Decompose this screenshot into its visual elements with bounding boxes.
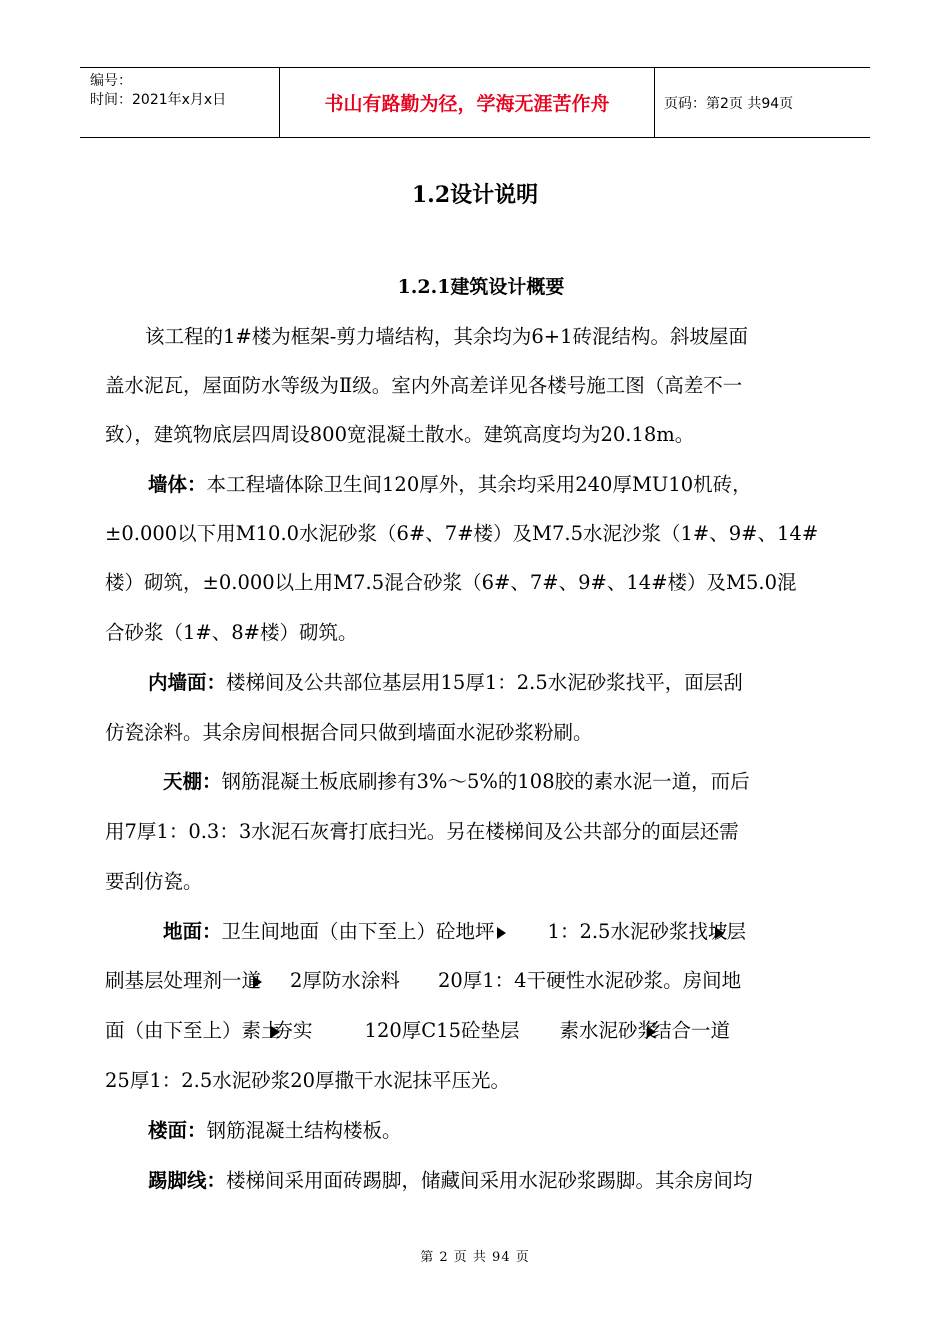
wall-line3: 楼）砌筑，±0.000以上用M7.5混合砂浆（6#、7#、9#、14#楼）及M5.0混 [105, 571, 797, 594]
inner-wall-line2: 仿瓷涂料。其余房间根据合同只做到墙面水泥砂浆粉刷。 [105, 721, 593, 744]
header-page-info: 页码：第2页 共94页 [664, 95, 794, 112]
wall-line2: ±0.000以下用M10.0水泥砂浆（6#、7#楼）及M7.5水泥沙浆（1#、9#、14# [105, 522, 819, 545]
inner-wall-label: 内墙面： [148, 671, 227, 694]
inner-wall-line1 [148, 670, 850, 696]
ground-line2 [105, 968, 850, 994]
page-footer: 第 2 页 共 94 页 [420, 1250, 530, 1265]
ceiling-text1: 钢筋混凝土板底刷掺有3%～5%的108胶的素水泥一道，而后 [221, 770, 750, 793]
para1-line3: 致），建筑物底层四周设800宽混凝土散水。建筑高度均为20.18m。 [105, 423, 695, 446]
subsection-title: 1.2.1建筑设计概要 [397, 276, 565, 298]
skirting-line [148, 1168, 850, 1194]
ground-line3 [105, 1018, 850, 1044]
inner-wall-text1: 楼梯间及公共部位基层用15厚1：2.5水泥砂浆找平，面层刮 [226, 671, 743, 694]
para1-line1: 该工程的1#楼为框架-剪力墙结构，其余均为6+1砖混结构。斜坡屋面 [145, 325, 748, 348]
skirting-label: 踢脚线： [148, 1169, 227, 1192]
document-header [80, 67, 870, 138]
arrow-icon [253, 976, 262, 988]
ground-text1a: 卫生间地面（由下至上）砼地坪 [221, 920, 495, 943]
ground-line1 [163, 919, 850, 945]
ground-text3b: 夯实 [273, 1019, 313, 1042]
ground-label: 地面： [163, 920, 222, 943]
ground-text2a: 刷基层处理剂一道 [105, 969, 262, 992]
ceiling-line1 [163, 769, 850, 795]
ceiling-label: 天棚： [163, 770, 222, 793]
wall-label: 墙体： [148, 473, 207, 496]
skirting-text: 楼梯间采用面砖踢脚，储藏间采用水泥砂浆踢脚。其余房间均 [226, 1169, 753, 1192]
ground-text2c: 20厚1：4干硬性水泥砂浆。房间地 [437, 969, 742, 992]
header-meta-cell [80, 68, 280, 137]
wall-line4: 合砂浆（1#、8#楼）砌筑。 [105, 621, 358, 644]
ground-text1b: 1：2.5水泥砂浆找坡 [547, 920, 728, 943]
header-motto: 书山有路勤为径，学海无涯苦作舟 [280, 68, 655, 137]
section-title: 1.2设计说明 [411, 182, 539, 208]
ceiling-line3: 要刮仿瓷。 [105, 870, 203, 893]
ceiling-line2: 用7厚1：0.3：3水泥石灰膏打底扫光。另在楼梯间及公共部分的面层还需 [105, 820, 739, 843]
ground-text3a: 面（由下至上）素土 [105, 1019, 281, 1042]
floor-label: 楼面： [148, 1119, 207, 1142]
para1-line2: 盖水泥瓦，屋面防水等级为Ⅱ级。室内外高差详见各楼号施工图（高差不一 [105, 374, 743, 397]
number-label: 编号： [90, 73, 132, 89]
ground-text3c: 120厚C15砼垫层 [364, 1019, 520, 1042]
arrow-icon [497, 927, 506, 939]
ground-text2b: 2厚防水涂料 [290, 969, 400, 992]
ground-text3d: 素水泥砂浆 [559, 1019, 657, 1042]
wall-text1: 本工程墙体除卫生间120厚外，其余均采用240厚MU10机砖， [206, 473, 752, 496]
ground-text3e: 结合一道 [652, 1019, 731, 1042]
floor-text: 钢筋混凝土结构楼板。 [206, 1119, 402, 1142]
ground-text1c: 层 [726, 920, 746, 943]
floor-line [148, 1118, 850, 1144]
ground-line4: 25厚1：2.5水泥砂浆20厚撒干水泥抹平压光。 [105, 1069, 511, 1092]
arrow-icon [715, 927, 724, 939]
time-label: 时间：2021年x月x日 [90, 92, 227, 108]
wall-line1 [148, 472, 850, 498]
